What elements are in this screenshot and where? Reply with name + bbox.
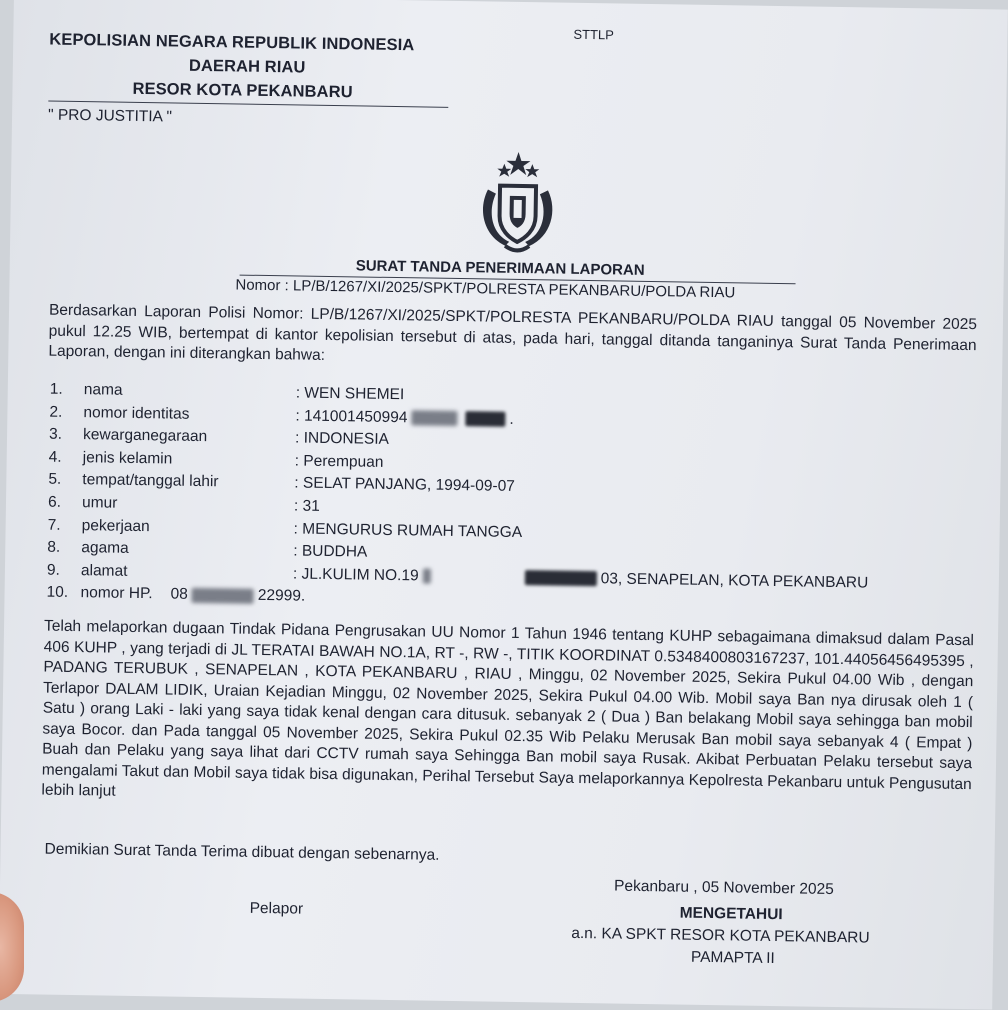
field-value bbox=[293, 520, 522, 542]
field-label: nama bbox=[83, 381, 123, 399]
field-value-text: : BUDDHA bbox=[293, 542, 368, 561]
field-value-text: : INDONESIA bbox=[294, 429, 390, 449]
police-emblem-icon bbox=[465, 149, 571, 255]
form-code: STTLP bbox=[573, 26, 615, 43]
report-body: Telah melaporkan dugaan Tindak Pidana Pengrusakan UU Nomor 1 Tahun 1946 tentang KUHP sebagaimana dimaksud dalam Pasal 406 KUHP , yang terjadi di JL TERATAI BAWAH NO.1A, RT -, RW -, TITIK KOORDINAT 0.5348400803167237, 101.44056456495395 , PADANG TERUBUK , SENAPELAN , KOTA PEKANBARU , RIAU , Minggu, 02 November 2025, Sekira Pukul 04.00 Wib , dengan Terlapor DALAM LIDIK, Uraian Kejadian Minggu, 02 November 2025, Sekira Pukul 04.00 Wib. Mobil saya Ban nya dirusak oleh 1 ( Satu ) orang Laki - laki yang saya tidak kenal dengan cara ditusuk. sebanyak 2 ( Dua ) Ban belakang Mobil saya sehingga ban mobil saya Bocor. dan Pada tanggal 05 November 2025, Sekira Pukul 02.35 Wib Pelaku Merusak Ban mobil saya sebanyak 4 ( Empat ) Buah dan Pelaku yang saya lihat dari CCTV rumah saya Sehingga Ban mobil saya Rusak. Akibat Perbuatan Pelaku tersebut saya mengalami Takut dan Mobil saya tidak bisa digunakan, Perihal Tersebut Saya melaporkannya Kepolresta Pekanbaru untuk Pengusutan lebih lanjut bbox=[41, 617, 975, 800]
field-value bbox=[295, 407, 514, 428]
field-value-tail: . bbox=[509, 410, 514, 428]
header-resor: RESOR KOTA PEKANBARU bbox=[132, 79, 353, 102]
header-institution: KEPOLISIAN NEGARA REPUBLIK INDONESIA bbox=[49, 30, 415, 55]
field-value-text: : MENGURUS RUMAH TANGGA bbox=[293, 520, 523, 541]
field-number: 2. bbox=[49, 403, 63, 421]
document-number: Nomor : LP/B/1267/XI/2025/SPKT/POLRESTA PEKANBARU/POLDA RIAU bbox=[235, 276, 736, 302]
field-value bbox=[294, 475, 515, 496]
field-number: 1. bbox=[49, 380, 63, 398]
intro-paragraph: Berdasarkan Laporan Polisi Nomor: LP/B/1267/XI/2025/SPKT/POLRESTA PEKANBARU/POLDA RIAU tanggal 05 November 2025 pukul 12.25 WIB, bertempat di kantor kepolisian tersebut di atas, pada hari, tanggal ditanda tanganinya Surat Tanda Penerimaan Laporan, dengan ini diterangkan bahwa: bbox=[48, 301, 978, 364]
field-label: agama bbox=[81, 539, 129, 558]
field-number: 4. bbox=[48, 448, 62, 466]
field-value bbox=[295, 452, 384, 471]
redaction-mark bbox=[525, 570, 597, 586]
field-value-text: : Perempuan bbox=[294, 452, 384, 471]
field-number: 5. bbox=[48, 470, 62, 489]
field-value bbox=[293, 543, 367, 562]
redaction-mark bbox=[423, 569, 431, 584]
field-number: 7. bbox=[47, 516, 61, 534]
redaction-mark bbox=[465, 411, 505, 427]
field-label: nomor identitas bbox=[83, 403, 190, 423]
signature-place-date: Pekanbaru , 05 November 2025 bbox=[613, 877, 834, 898]
header-region: DAERAH RIAU bbox=[188, 56, 306, 77]
field-label: pekerjaan bbox=[81, 516, 150, 535]
field-value-text: : SELAT PANJANG, 1994-09-07 bbox=[294, 474, 516, 496]
field-label: umur bbox=[81, 494, 118, 512]
redaction-mark bbox=[192, 588, 254, 604]
signature-mengetahui: MENGETAHUI bbox=[679, 904, 783, 924]
field-number: 10. bbox=[46, 583, 69, 602]
field-number: 9. bbox=[46, 561, 61, 579]
reporter-fields bbox=[46, 380, 950, 606]
field-label: tempat/tanggal lahir bbox=[82, 471, 219, 491]
closing-statement: Demikian Surat Tanda Terima dibuat dengan sebenarnya. bbox=[44, 840, 440, 864]
field-value-tail: 03, SENAPELAN, KOTA PEKANBARU bbox=[600, 570, 869, 592]
redaction-mark bbox=[411, 410, 457, 426]
field-number: 8. bbox=[47, 538, 61, 556]
field-number: 6. bbox=[47, 493, 62, 511]
field-label: jenis kelamin bbox=[82, 448, 173, 468]
pro-justitia: " PRO JUSTITIA " bbox=[47, 106, 173, 126]
field-value-text: : WEN SHEMEI bbox=[295, 384, 405, 404]
field-value bbox=[295, 430, 389, 449]
field-value-text: : 141001450994 bbox=[295, 407, 408, 426]
document-title: SURAT TANDA PENERIMAAN LAPORAN bbox=[355, 257, 645, 279]
signature-rank: PAMAPTA II bbox=[690, 948, 775, 968]
field-value-tail: 22999. bbox=[257, 587, 306, 606]
field-label: kewarganegaraan bbox=[82, 426, 208, 446]
field-value bbox=[296, 384, 405, 404]
field-value-text: : JL.KULIM NO.19 bbox=[292, 565, 419, 585]
field-value bbox=[170, 586, 305, 606]
signature-pelapor: Pelapor bbox=[249, 899, 304, 918]
field-label: alamat bbox=[80, 561, 128, 580]
signature-authority: a.n. KA SPKT RESOR KOTA PEKANBARU bbox=[571, 924, 870, 947]
field-number: 3. bbox=[48, 425, 63, 443]
field-value bbox=[294, 497, 320, 515]
field-value-text: : 31 bbox=[293, 497, 320, 515]
field-value-text: 08 bbox=[170, 585, 188, 604]
field-label: nomor HP. bbox=[80, 584, 153, 603]
